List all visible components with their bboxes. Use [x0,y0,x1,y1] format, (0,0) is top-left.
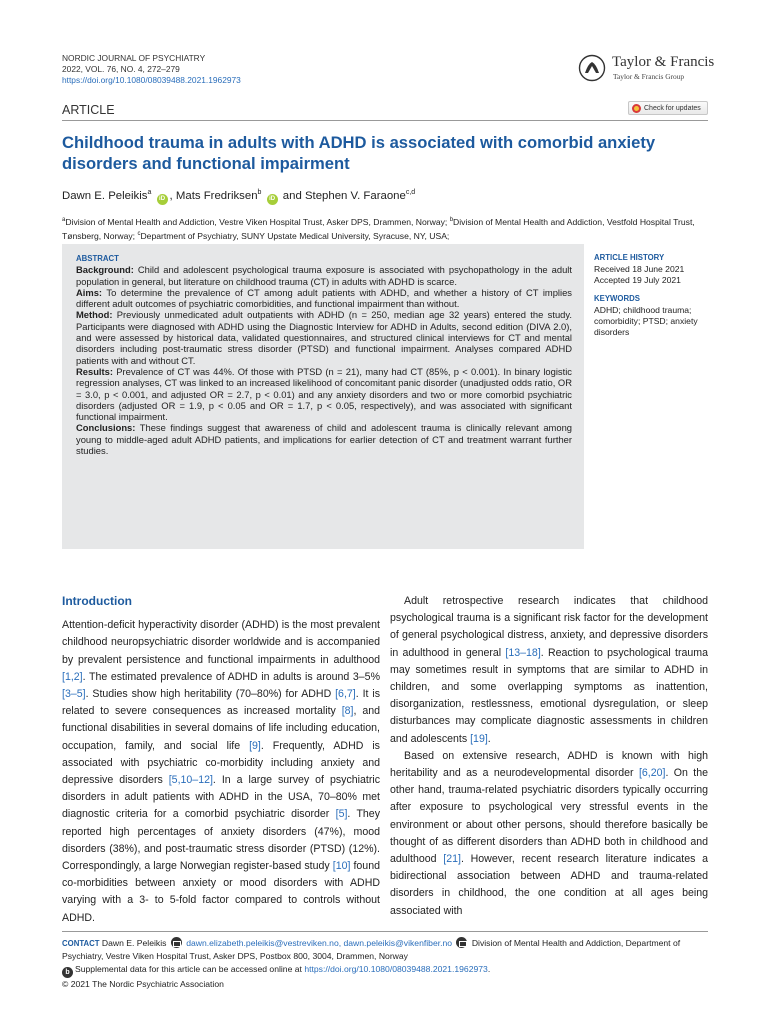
article-title: Childhood trauma in adults with ADHD is associated with comorbid anxiety disorders and functional impairment [62,133,656,173]
abstract-aims [76,287,572,310]
journal-doi-link[interactable]: https://doi.org/10.1080/08039488.2021.1962973 [62,74,241,85]
abstract-heading: ABSTRACT [76,254,119,263]
accepted-date: Accepted 19 July 2021 [594,274,681,285]
article-type-label: ARTICLE [62,103,115,117]
publisher-group: Taylor & Francis Group [613,72,685,81]
orcid-icon[interactable]: iD [157,194,168,205]
abstract-section-text: To determine the prevalence of CT among adult patients with ADHD, and whether a history of CT implies different adult outcomes of psychiatric comorbidities, and functional impairment than without. [76,286,572,310]
received-date: Received 18 June 2021 [594,263,685,274]
citation-link[interactable]: [6,7] [335,688,356,701]
check-for-updates-label: Check for updates [644,104,701,112]
body-column-right [390,593,708,920]
supplemental-line [62,963,712,978]
supplemental-text-end: . [487,963,491,974]
abstract-section-label: Aims: [76,286,103,298]
citation-link[interactable]: [9] [249,739,261,752]
crossmark-icon [632,104,641,113]
author-affil-sup: b [257,189,262,196]
check-for-updates-button[interactable] [628,101,708,115]
journal-citation: 2022, VOL. 76, NO. 4, 272–279 [62,63,180,74]
footer-divider [62,931,708,932]
citation-link[interactable]: [1,2] [62,670,83,683]
header-divider [62,120,708,121]
keywords-list: ADHD; childhood trauma; comorbidity; PTSD; anxiety disorders [594,305,698,337]
section-heading-introduction: Introduction [62,594,132,608]
article-sidebar [594,253,710,338]
affil-sup: a [62,217,66,223]
author-affil-sup: c,d [405,189,416,196]
author-name: Dawn E. Peleikis [62,189,148,202]
body-paragraph: Based on extensive research, ADHD is known with high heritability and as a neurodevelopmental disorder [6,20]. On the other hand, trauma-related psychiatric disorders typically occurring after exposure to psychological very stressful events in the environment or about other persons, should therefore basically be thought of as different disorders than ADHD both in childhood and adulthood [21]. However, recent research literature indicates a bidirectional association between ADHD and trauma-related disorders in childhood, the one condition at all ages being associated with [390,749,709,917]
citation-link[interactable]: [5] [335,808,348,821]
affil-sup: b [449,217,454,223]
contact-name: Dawn E. Peleikis [99,938,169,948]
citation-link[interactable]: [3–5] [62,688,86,701]
author-affil-sup: a [147,189,152,196]
abstract-section-label: Conclusions: [76,422,136,434]
email-icon [171,937,182,948]
abstract-section-text: These findings suggest that awareness of child and adolescent trauma is clinically relevant among young to middle-aged adult ADHD patients, and implications for earlier detection of CT and treatment warrant further studies. [76,422,572,457]
contact-address: Division of Mental Health and Addiction, Department of Psychiatry, Vestre Viken Hospital Trust, Asker DPS, Postbox 800, 3004, Drammen, Norway [62,938,681,962]
footer [62,937,712,990]
abstract-section-label: Method: [76,309,113,321]
body-column-left [62,593,380,927]
address-icon [456,937,467,948]
keywords-heading: KEYWORDS [594,294,640,304]
copyright: © 2021 The Nordic Psychiatric Association [62,978,224,989]
citation-link[interactable]: [21] [443,853,461,866]
orcid-icon[interactable]: iD [267,194,278,205]
contact-label: CONTACT [62,939,100,948]
citation-link[interactable]: [6,20] [638,767,666,780]
publisher-logo [578,52,715,88]
abstract-section-label: Background: [76,264,134,276]
abstract [76,253,572,456]
journal-name: NORDIC JOURNAL OF PSYCHIATRY [62,53,206,63]
journal-header [62,53,241,85]
abstract-method [76,309,572,365]
abstract-section-label: Results: [76,365,113,377]
supplemental-text: Supplemental data for this article can be accessed online at [75,963,305,974]
taylor-francis-logo-icon [578,54,606,82]
citation-link[interactable]: [19] [470,732,488,745]
publisher-name: Taylor & Francis [612,54,715,70]
author-list [62,189,415,205]
abstract-results [76,366,572,422]
supplemental-doi-link[interactable]: https://doi.org/10.1080/08039488.2021.1962973 [304,963,488,974]
citation-link[interactable]: [8] [341,705,354,718]
abstract-background [76,264,572,287]
contact-line [62,937,712,963]
abstract-section-text: Prevalence of CT was 44%. Of those with PTSD (n = 21), many had CT (85%, p < 0.001). In binary logistic regression analyses, CT was linked to an increased likelihood of concomitant panic disorder (unadjusted odds ratio, OR = 3.0, p < 0.001, and adjusted OR = 2.7, p < 0.01) and any anxiety disorders and two or more comorbid psychiatric disorders (adjusted OR = 1.9, p < 0.05 and OR = 1.7, p < 0.05, respectively), and was associated with significant functional impairment. [76,365,572,423]
author-name: and Stephen V. Faraone [279,189,406,202]
citation-link[interactable]: [13–18] [505,646,541,659]
affiliation: Department of Psychiatry, SUNY Upstate Medical University, Syracuse, NY, USA; [140,231,450,242]
abstract-section-text: Child and adolescent psychological trauma exposure is associated with psychopathology in the adult population in general, but literature on childhood trauma (CT) in adults with ADHD is scarce. [76,264,572,287]
affil-sup: c [137,231,141,238]
body-paragraph: Attention-deficit hyperactivity disorder (ADHD) is the most prevalent childhood neuropsychiatric disorder worldwide and is accompanied by prevalent persistence and functional impairments in adulthood [1,2]. The estimated prevalence of ADHD in adults is around 3–5% [3–5]. Studies show high heritability (70–80%) for ADHD [6,7]. It is related to severe consequences as increased mortality [8], and functional disabilities in several domains of life including education, occupation, family, and social life [9]. Frequently, ADHD is associated with psychiatric co-morbidity including anxiety and depressive disorders [5,10–12]. In a large survey of psychiatric disorders in adult patients with ADHD in the USA, 70–80% met diagnostic criteria for a comorbid psychiatric disorder [5]. They reported high percentages of anxiety disorders (47%), mood disorders (38%), and post-traumatic stress disorder (PTSD) (12%). Correspondingly, a large Norwegian register-based study [10] found co-morbidities between anxiety or mood disorders with ADHD varying with a 3- to 5-fold factor compared to controls without ADHD. [62,619,381,924]
affiliation: Division of Mental Health and Addiction, Vestre Viken Hospital Trust, Asker DPS, Drammen, Norway; [65,216,450,227]
affiliation: Division of Mental Health and Addiction, Vestfold Hospital Trust, Tønsberg, Norway; [62,216,695,242]
contact-email-link[interactable]: dawn.elizabeth.peleikis@vestreviken.no, dawn.peleikis@vikenfiber.no [186,938,453,948]
abstract-section-text: Previously unmedicated adult outpatients with ADHD (n = 250, median age 32 years) entered the study. Participants were diagnosed with ADHD using the Diagnostic Interview for ADHD in Adults, second edition (DIVA 2.0), and were assessed by historical data, validated questionnaires, and structured clinical interviews for CT and mental disorders including post-traumatic stress disorder (PTSD) and functional impairment. Analyses compared ADHD patients with and without CT. [76,309,572,366]
article-history-heading: ARTICLE HISTORY [594,253,665,262]
author-name: , Mats Fredriksen [169,189,258,202]
supplemental-data-icon: b [62,967,73,978]
abstract-conclusions [76,422,572,456]
citation-link[interactable]: [5,10–12] [168,774,213,787]
citation-link[interactable]: [10] [332,860,351,873]
body-paragraph: Adult retrospective research indicates that childhood psychological trauma is a significant risk factor for the development of general psychological distress, anxiety, and depressive disorders in adulthood in general [13–18]. Reaction to psychological trauma may sometimes result in symptoms that are similar to ADHD in children, and some overlapping symptoms as inattention, disorganization, restlessness, emotional dysregulation, or sleep disturbances may complicate diagnostic assessments in children and adolescents [19]. [390,595,708,745]
